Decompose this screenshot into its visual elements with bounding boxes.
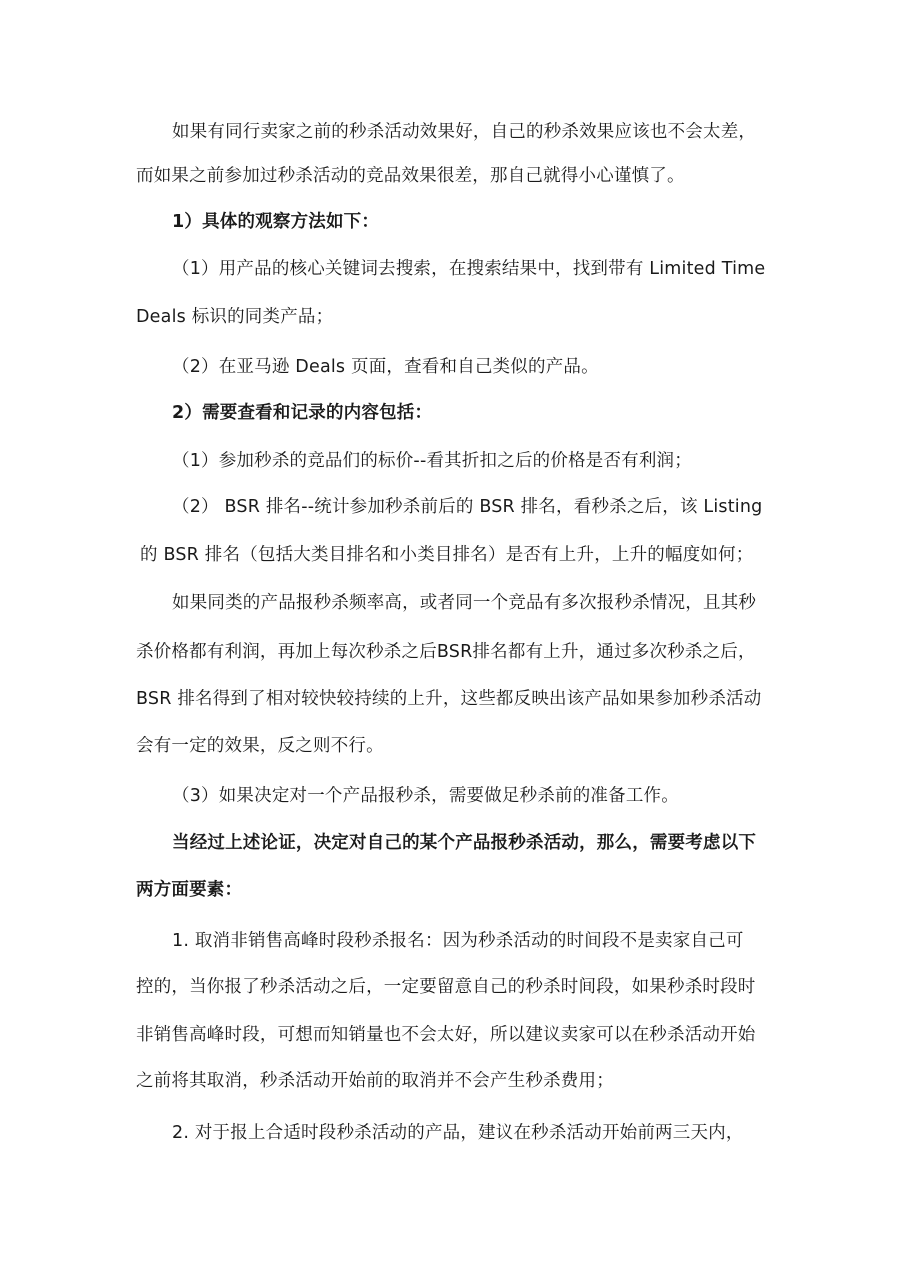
- list-item-line: （1）用产品的核心关键词去搜索，在搜索结果中，找到带有 Limited Time: [172, 259, 766, 279]
- list-item-line: 1. 取消非销售高峰时段秒杀报名：因为秒杀活动的时间段不是卖家自己可: [172, 931, 744, 951]
- section-heading: 2）需要查看和记录的内容包括：: [172, 403, 433, 423]
- section-heading: 两方面要素：: [136, 880, 243, 900]
- paragraph-line: 如果同类的产品报秒杀频率高，或者同一个竞品有多次报秒杀情况，且其秒: [172, 593, 757, 613]
- list-item-line: （3）如果决定对一个产品报秒杀，需要做足秒杀前的准备工作。: [172, 786, 679, 806]
- paragraph-line: 而如果之前参加过秒杀活动的竞品效果很差，那自己就得小心谨慎了。: [136, 166, 685, 186]
- paragraph-line: 杀价格都有利润，再加上每次秒杀之后BSR排名都有上升，通过多次秒杀之后，: [136, 642, 756, 662]
- paragraph-line: 非销售高峰时段，可想而知销量也不会太好，所以建议卖家可以在秒杀活动开始: [136, 1025, 756, 1045]
- paragraph-line: 会有一定的效果，反之则不行。: [136, 736, 384, 756]
- list-item-line: 的 BSR 排名（包括大类目排名和小类目排名）是否有上升，上升的幅度如何；: [140, 545, 754, 565]
- paragraph-line: 之前将其取消，秒杀活动开始前的取消并不会产生秒杀费用；: [136, 1071, 614, 1091]
- paragraph-line: 控的，当你报了秒杀活动之后，一定要留意自己的秒杀时间段，如果秒杀时段时: [136, 977, 756, 997]
- paragraph-line: 如果有同行卖家之前的秒杀活动效果好，自己的秒杀效果应该也不会太差，: [172, 122, 757, 142]
- list-item-line: 2. 对于报上合适时段秒杀活动的产品，建议在秒杀活动开始前两三天内，: [172, 1123, 744, 1143]
- list-item-line: Deals 标识的同类产品；: [136, 307, 334, 327]
- paragraph-line: BSR 排名得到了相对较快较持续的上升，这些都反映出该产品如果参加秒杀活动: [136, 689, 762, 709]
- section-heading: 1）具体的观察方法如下：: [172, 212, 380, 232]
- list-item-line: （2） BSR 排名--统计参加秒杀前后的 BSR 排名，看秒杀之后，该 Listing: [172, 497, 763, 517]
- section-heading: 当经过上述论证，决定对自己的某个产品报秒杀活动，那么，需要考虑以下: [172, 833, 757, 853]
- list-item-line: （1）参加秒杀的竞品们的标价--看其折扣之后的价格是否有利润；: [172, 451, 692, 471]
- list-item-line: （2）在亚马逊 Deals 页面，查看和自己类似的产品。: [172, 357, 599, 377]
